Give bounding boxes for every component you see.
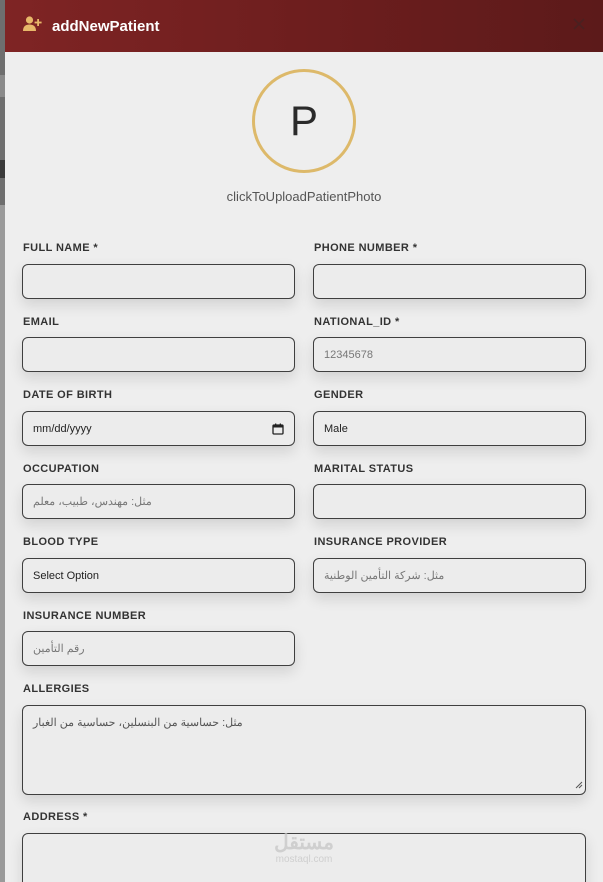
patient-photo-upload[interactable] xyxy=(252,69,356,173)
marital-status-select[interactable] xyxy=(313,484,586,519)
occupation-placeholder: مثل: مهندس، طبيب، معلم xyxy=(33,496,152,508)
add-patient-modal xyxy=(5,0,603,882)
allergies-textarea[interactable] xyxy=(22,705,586,795)
insurance-number-label: INSURANCE NUMBER xyxy=(23,610,147,622)
email-input[interactable] xyxy=(22,337,295,372)
national-id-input[interactable] xyxy=(313,337,586,372)
insurance-provider-placeholder: مثل: شركة التأمين الوطنية xyxy=(324,570,445,582)
watermark-latin: mostaql.com xyxy=(275,854,333,865)
address-textarea[interactable] xyxy=(22,833,586,882)
phone-number-label: PHONE NUMBER * xyxy=(314,242,418,254)
date-of-birth-placeholder: mm/dd/yyyy xyxy=(33,422,92,435)
allergies-label: ALLERGIES xyxy=(23,683,90,695)
insurance-number-placeholder: رقم التأمين xyxy=(33,643,85,655)
national-id-placeholder: 12345678 xyxy=(324,348,373,361)
gender-label: GENDER xyxy=(314,389,364,401)
insurance-provider-input[interactable] xyxy=(313,558,586,593)
upload-photo-hint[interactable]: clickToUploadPatientPhoto xyxy=(226,189,382,204)
modal-header xyxy=(5,0,603,52)
modal-title: addNewPatient xyxy=(52,17,160,35)
watermark-arabic: مستقل xyxy=(274,832,334,854)
gender-select[interactable]: Male xyxy=(313,411,586,446)
occupation-label: OCCUPATION xyxy=(23,463,100,475)
allergies-placeholder: مثل: حساسية من البنسلين، حساسية من الغبار xyxy=(33,717,243,729)
user-plus-icon xyxy=(23,16,42,37)
insurance-provider-label: INSURANCE PROVIDER xyxy=(314,536,448,548)
insurance-number-input[interactable] xyxy=(22,631,295,666)
date-of-birth-label: DATE OF BIRTH xyxy=(23,389,113,401)
address-label: ADDRESS * xyxy=(23,811,88,823)
phone-number-input[interactable] xyxy=(313,264,586,299)
full-name-label: FULL NAME * xyxy=(23,242,99,254)
marital-status-label: MARITAL STATUS xyxy=(314,463,414,475)
avatar-letter: P xyxy=(289,97,318,144)
resize-handle-icon[interactable] xyxy=(575,780,583,792)
full-name-input[interactable] xyxy=(22,264,295,299)
email-label: EMAIL xyxy=(23,316,60,328)
close-icon xyxy=(573,18,585,30)
date-of-birth-input[interactable] xyxy=(22,411,295,446)
blood-type-select[interactable]: Select Option xyxy=(22,558,295,593)
close-button[interactable] xyxy=(567,12,591,36)
national-id-label: NATIONAL_ID * xyxy=(314,316,400,328)
blood-type-label: BLOOD TYPE xyxy=(23,536,99,548)
occupation-input[interactable] xyxy=(22,484,295,519)
calendar-icon[interactable] xyxy=(272,423,284,438)
